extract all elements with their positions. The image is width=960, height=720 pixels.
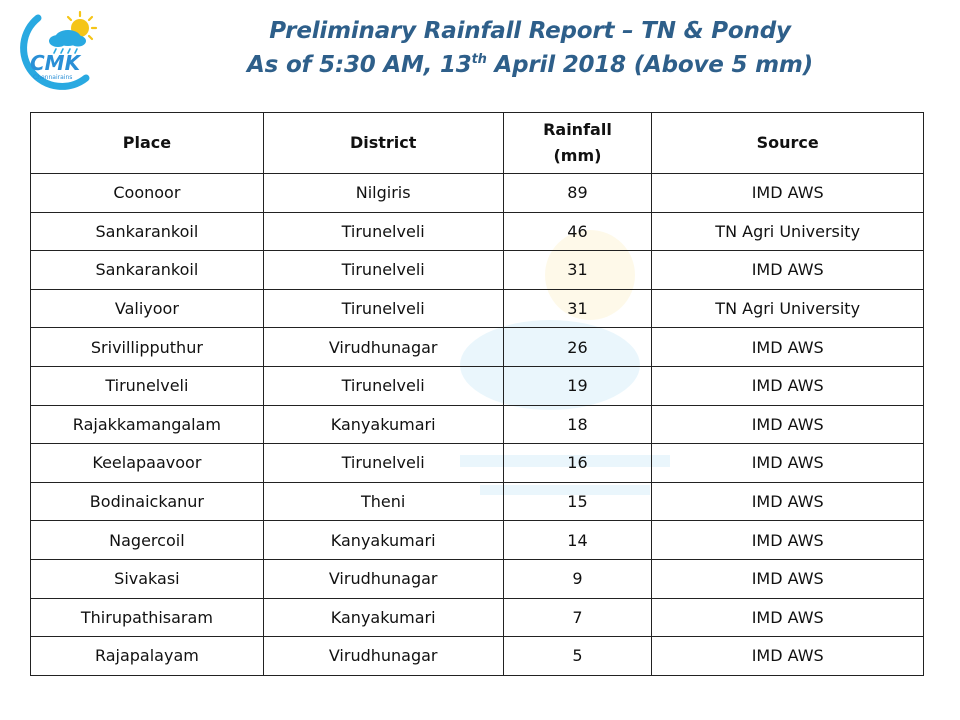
table-row bbox=[31, 559, 924, 598]
date-ordinal-suffix: th bbox=[471, 52, 487, 67]
cell-district: Kanyakumari bbox=[263, 405, 503, 444]
cell-source: IMD AWS bbox=[652, 405, 924, 444]
table-row bbox=[31, 482, 924, 521]
cell-source: IMD AWS bbox=[652, 559, 924, 598]
cell-rainfall: 5 bbox=[503, 637, 652, 676]
table-row bbox=[31, 289, 924, 328]
cell-source: IMD AWS bbox=[652, 174, 924, 213]
table-row bbox=[31, 405, 924, 444]
cell-source: IMD AWS bbox=[652, 521, 924, 560]
report-title: Preliminary Rainfall Report – TN & Pondy bbox=[269, 18, 791, 44]
header-rainfall: Rainfall (mm) bbox=[503, 113, 652, 174]
cell-district: Tirunelveli bbox=[263, 444, 503, 483]
cell-district: Virudhunagar bbox=[263, 637, 503, 676]
cell-source: IMD AWS bbox=[652, 637, 924, 676]
cell-rainfall: 16 bbox=[503, 444, 652, 483]
cell-district: Virudhunagar bbox=[263, 328, 503, 367]
cell-district: Theni bbox=[263, 482, 503, 521]
cell-place: Sankarankoil bbox=[31, 212, 264, 251]
cell-source: IMD AWS bbox=[652, 598, 924, 637]
cell-district: Virudhunagar bbox=[263, 559, 503, 598]
cell-rainfall: 18 bbox=[503, 405, 652, 444]
header-source: Source bbox=[652, 113, 924, 174]
logo-text: CMK bbox=[30, 51, 81, 75]
cell-rainfall: 7 bbox=[503, 598, 652, 637]
header-district: District bbox=[263, 113, 503, 174]
logo-subtext: Chennairains bbox=[33, 74, 73, 81]
cell-place: Bodinaickanur bbox=[31, 482, 264, 521]
report-subtitle: As of 5:30 AM, 13th April 2018 (Above 5 mm) bbox=[247, 52, 813, 78]
table-row bbox=[31, 174, 924, 213]
cell-place: Sankarankoil bbox=[31, 251, 264, 290]
rainfall-table bbox=[30, 112, 924, 676]
cell-district: Tirunelveli bbox=[263, 366, 503, 405]
cell-rainfall: 9 bbox=[503, 559, 652, 598]
table-row bbox=[31, 366, 924, 405]
cell-district: Tirunelveli bbox=[263, 251, 503, 290]
cell-district: Nilgiris bbox=[263, 174, 503, 213]
cell-rainfall: 31 bbox=[503, 289, 652, 328]
cell-source: IMD AWS bbox=[652, 328, 924, 367]
table-row bbox=[31, 598, 924, 637]
cell-source: IMD AWS bbox=[652, 482, 924, 521]
cell-source: TN Agri University bbox=[652, 289, 924, 328]
cell-rainfall: 26 bbox=[503, 328, 652, 367]
cell-rainfall: 46 bbox=[503, 212, 652, 251]
cell-place: Valiyoor bbox=[31, 289, 264, 328]
table-header-row bbox=[31, 113, 924, 174]
cell-district: Tirunelveli bbox=[263, 289, 503, 328]
cell-source: IMD AWS bbox=[652, 251, 924, 290]
cell-source: IMD AWS bbox=[652, 366, 924, 405]
cell-district: Tirunelveli bbox=[263, 212, 503, 251]
table-row bbox=[31, 637, 924, 676]
cell-place: Tirunelveli bbox=[31, 366, 264, 405]
cell-place: Sivakasi bbox=[31, 559, 264, 598]
cell-district: Kanyakumari bbox=[263, 598, 503, 637]
chennairains-logo bbox=[8, 8, 98, 94]
table-row bbox=[31, 251, 924, 290]
table-row bbox=[31, 212, 924, 251]
cell-place: Keelapaavoor bbox=[31, 444, 264, 483]
cell-place: Rajapalayam bbox=[31, 637, 264, 676]
table-row bbox=[31, 328, 924, 367]
table-row bbox=[31, 521, 924, 560]
cell-rainfall: 89 bbox=[503, 174, 652, 213]
cell-place: Rajakkamangalam bbox=[31, 405, 264, 444]
cell-rainfall: 14 bbox=[503, 521, 652, 560]
cell-rainfall: 15 bbox=[503, 482, 652, 521]
cell-place: Nagercoil bbox=[31, 521, 264, 560]
cell-district: Kanyakumari bbox=[263, 521, 503, 560]
cell-source: IMD AWS bbox=[652, 444, 924, 483]
cell-place: Coonoor bbox=[31, 174, 264, 213]
cell-rainfall: 31 bbox=[503, 251, 652, 290]
cell-place: Thirupathisaram bbox=[31, 598, 264, 637]
header-place: Place bbox=[31, 113, 264, 174]
cell-rainfall: 19 bbox=[503, 366, 652, 405]
cell-place: Srivillipputhur bbox=[31, 328, 264, 367]
table-row bbox=[31, 444, 924, 483]
cell-source: TN Agri University bbox=[652, 212, 924, 251]
